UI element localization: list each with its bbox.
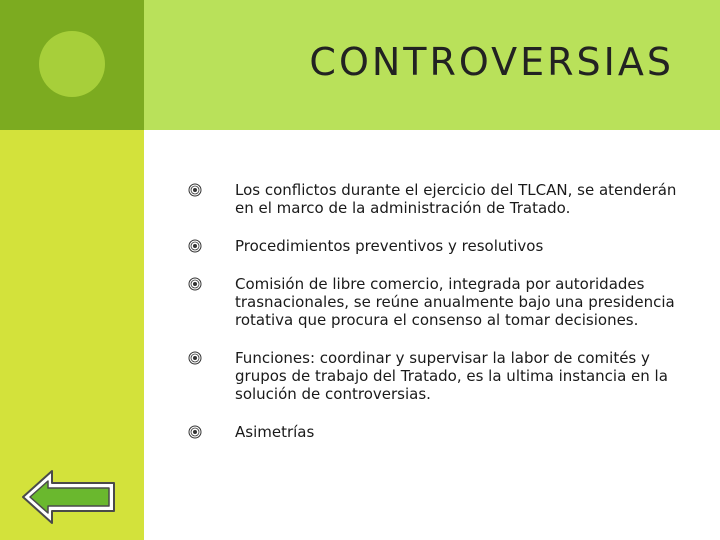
bullet-icon [188,277,202,291]
bullet-text: Comisión de libre comercio, integrada por autoridades trasnacionales, se reúne anualmente bajo una presidencia rotativa que procura el consenso al tomar decisiones. [235,275,675,329]
bullet-item [188,237,688,255]
bullet-item [188,275,688,329]
bullet-text: Los conflictos durante el ejercicio del TLCAN, se atenderán en el marco de la administración de Tratado. [235,181,677,217]
bullet-icon [188,183,202,197]
bullet-text: Procedimientos preventivos y resolutivos [235,237,544,255]
bullet-list [188,181,688,461]
back-button[interactable] [20,468,118,526]
bullet-icon [188,239,202,253]
bullet-item [188,181,688,217]
bullet-item [188,349,688,403]
bullet-text: Asimetrías [235,423,315,441]
slide-title: CONTROVERSIAS [309,40,674,84]
bullet-item [188,423,688,441]
left-arrow-icon [20,468,118,526]
bullet-icon [188,425,202,439]
bullet-text: Funciones: coordinar y supervisar la labor de comités y grupos de trabajo del Tratado, es la ultima instancia en la solución de controversias. [235,349,668,403]
bullet-icon [188,351,202,365]
decorative-circle [39,31,105,97]
